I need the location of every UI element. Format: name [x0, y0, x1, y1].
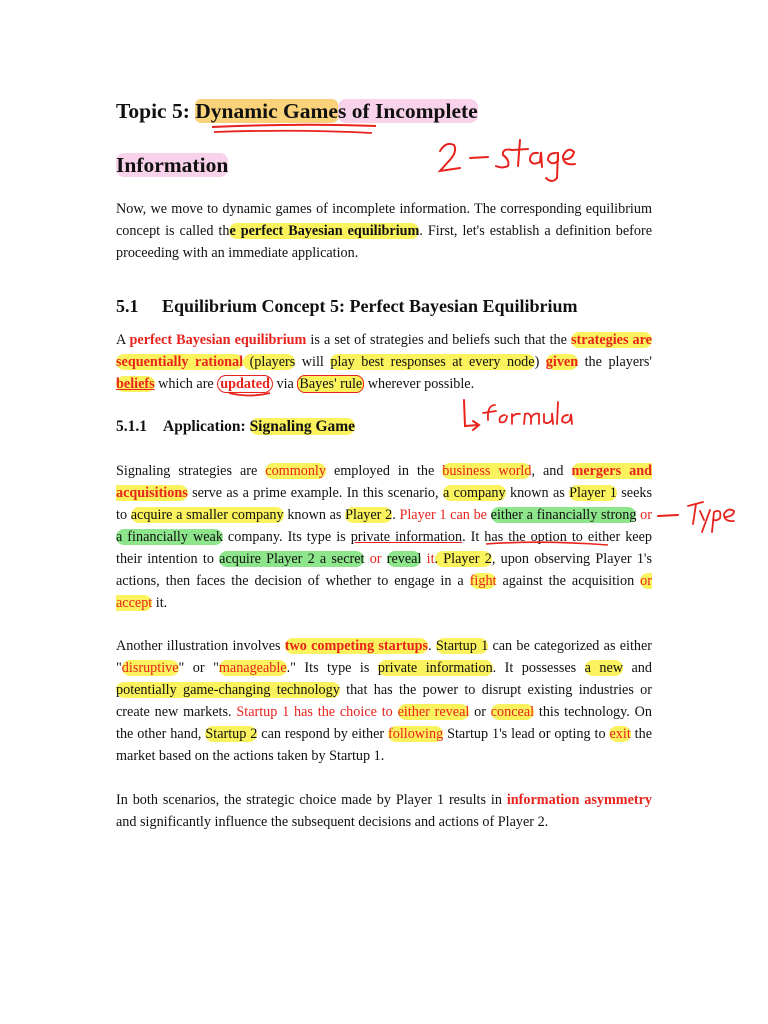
- p2-highlight-startup-2: Startup 2: [205, 726, 258, 742]
- ink-type-arrow: [658, 515, 678, 516]
- p1-text-13: against the acquisition: [496, 573, 641, 589]
- p2-text-6: . It possesses: [492, 660, 585, 676]
- p1-highlight-fight: fight: [469, 573, 497, 589]
- def-highlight-sequentially-rational: sequentially rational: [116, 354, 244, 370]
- p2-highlight-a-new: a new: [584, 660, 624, 676]
- p1-text-10: . It has the option to either keep their intention to: [116, 529, 652, 567]
- p2-text-2: .: [428, 638, 436, 654]
- section-title: Equilibrium Concept 5: Perfect Bayesian Equilibrium: [162, 296, 578, 316]
- p2-highlight-technology: potentially game-changing technology: [116, 682, 340, 698]
- p1-text-12: , upon observing Player 1's actions, then faces the decision of whether to engage in a: [116, 551, 653, 589]
- p1-text-5: known as: [505, 485, 570, 501]
- p1-text-6: seeks to: [116, 485, 652, 523]
- p1-text-14: it.: [152, 595, 168, 611]
- p2-text-12: the market based on the actions taken by Startup 1.: [116, 726, 653, 764]
- def-term-pbe: perfect Bayesian equilibrium: [129, 332, 307, 348]
- ink-underline-beliefs: [229, 393, 270, 396]
- p1-highlight-player-1: Player 1: [569, 485, 617, 501]
- p2-highlight-manageable: manageable: [218, 660, 287, 676]
- p1-highlight-business-world: business world: [442, 463, 532, 479]
- ink-underline-dynamic-games-1: [212, 125, 376, 127]
- p3-term-information-asymmetry: information asymmetry: [506, 792, 652, 808]
- subsection-number: 5.1.1: [116, 418, 147, 435]
- p1-highlight-commonly: commonly: [265, 463, 326, 479]
- title-highlight-dynamic-game: Dynamic Game: [195, 99, 338, 123]
- p3-text-1: In both scenarios, the strategic choice made by Player 1 results in: [116, 792, 507, 808]
- subsection-highlight-signaling: Signaling Game: [249, 418, 356, 435]
- title-highlight-information: Information: [116, 153, 229, 177]
- p2-text-9: this technology. On the other hand,: [116, 704, 652, 742]
- p1-highlight-player-2b: . Player 2: [434, 551, 492, 567]
- p1-text-8: .: [392, 507, 400, 523]
- p2-text-11: Startup 1's lead or opting to: [443, 726, 610, 742]
- subsection-label: Application:: [163, 418, 250, 435]
- def-boxed-bayes-rule: Bayes' rule: [299, 376, 363, 392]
- p1-text-7: known as: [283, 507, 346, 523]
- p1-highlight-acquire: acquire a smaller company: [130, 507, 284, 523]
- def-circled-updated: updated: [217, 375, 273, 393]
- def-text-will: will: [295, 354, 331, 370]
- ink-two-stage: [440, 140, 575, 181]
- def-text-via: via: [272, 376, 298, 392]
- p1-red-or-2: or: [364, 551, 387, 567]
- p2-highlight-conceal: conceal: [490, 704, 535, 720]
- p1-text-2: employed in the: [325, 463, 443, 479]
- section-number: 5.1: [116, 296, 139, 316]
- def-text-4: the players': [578, 354, 652, 370]
- p3-text-2: and significantly influence the subsequent decisions and actions of Player 2.: [116, 814, 549, 830]
- ink-formula-arrow: [464, 400, 479, 430]
- def-text-2: (players: [243, 354, 296, 370]
- p1-highlight-a-company: a company: [442, 485, 506, 501]
- p2-text-7: and: [623, 660, 652, 676]
- p1-text-4: serve as a prime example. In this scenario,: [187, 485, 443, 501]
- p1-highlight-or-accept: or accept: [116, 573, 652, 611]
- intro-highlight-pbe: e perfect Bayesian equilibrium: [229, 223, 420, 239]
- p1-highlight-player-2: Player 2: [345, 507, 393, 523]
- def-text-6: wherever possible.: [364, 376, 475, 392]
- p2-text-4: " or ": [178, 660, 219, 676]
- p1-red-it: it: [421, 551, 435, 567]
- intro-text-1: Now, we move to dynamic games of incomplete information. The corresponding equilibrium concept is called th: [116, 201, 652, 239]
- intro-text-2: . First, let's establish a definition before proceeding with an immediate application.: [116, 223, 653, 261]
- p1-highlight-financially-strong: either a financially strong: [490, 507, 637, 523]
- def-highlight-given: given: [545, 354, 579, 370]
- p1-text-1: Signaling strategies are: [116, 463, 266, 479]
- p2-highlight-private-information: private information: [377, 660, 493, 676]
- def-highlight-beliefs: beliefs: [116, 376, 155, 392]
- p2-text-or: or: [469, 704, 491, 720]
- p1-highlight-reveal: reveal: [386, 551, 422, 567]
- p2-text-3: can be categorized as either ": [116, 638, 653, 676]
- p1-highlight-mergers: mergers and acquisitions: [116, 463, 652, 501]
- ink-formula: [483, 402, 572, 424]
- ink-underline-private-info: [486, 542, 608, 545]
- p2-highlight-startup-1: Startup 1: [435, 638, 489, 654]
- def-text-5: which are: [154, 376, 218, 392]
- ink-underline-dynamic-games-2: [214, 131, 372, 133]
- p2-text-1: Another illustration involves: [116, 638, 285, 654]
- p2-text-10: can respond by either: [257, 726, 389, 742]
- def-text-1: is a set of strategies and beliefs such that the: [306, 332, 571, 348]
- p1-red-or: or: [636, 507, 652, 523]
- p2-text-8: that has the power to disrupt existing industries or create new markets.: [116, 682, 652, 720]
- p1-highlight-secret: acquire Player 2 a secret: [219, 551, 365, 567]
- p2-highlight-either-reveal: either reveal: [397, 704, 470, 720]
- def-highlight-strategies: strategies are: [570, 332, 652, 348]
- p2-highlight-exit: exit: [609, 726, 631, 742]
- p2-highlight-two-startups: two competing startups: [284, 638, 429, 654]
- p1-red-player1-can-be: Player 1 can be: [399, 507, 491, 523]
- p1-text-9: company. Its type is: [222, 529, 351, 545]
- p2-red-choice: Startup 1 has the choice to: [236, 704, 398, 720]
- p2-highlight-disruptive: disruptive: [121, 660, 179, 676]
- title-prefix: Topic 5:: [116, 99, 196, 123]
- def-highlight-play: play best responses at every node: [330, 354, 535, 370]
- ink-type: [688, 502, 734, 532]
- p2-text-5: ." Its type is: [286, 660, 378, 676]
- def-text-a: A: [116, 332, 130, 348]
- p1-text-3: , and: [531, 463, 572, 479]
- p2-highlight-following: following: [388, 726, 444, 742]
- title-highlight-incomplete: s of Incomplete: [337, 99, 478, 123]
- p1-underlined-private-information: private information: [350, 529, 463, 545]
- p1-highlight-financially-weak: a financially weak: [116, 529, 223, 545]
- def-text-3: ): [534, 354, 546, 370]
